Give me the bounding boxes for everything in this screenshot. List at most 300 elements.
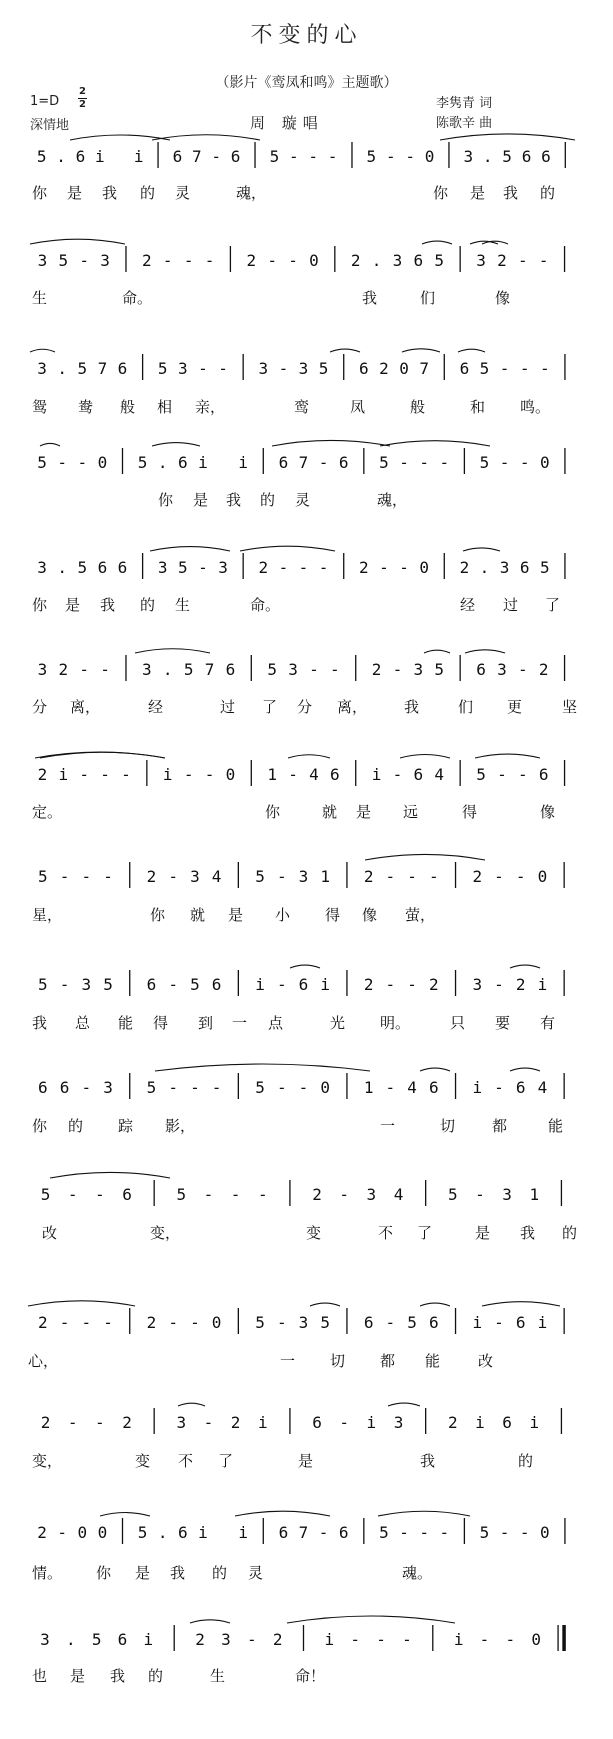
note: i: [537, 975, 548, 994]
slur-arc: [482, 1302, 560, 1306]
note: 0: [309, 251, 319, 270]
note: 5: [479, 359, 490, 378]
note: 3: [497, 660, 507, 679]
note: -: [246, 1630, 257, 1649]
slur-arc: [30, 239, 125, 244]
note: -: [385, 147, 396, 166]
note: -: [392, 660, 403, 679]
note: i: [198, 453, 208, 472]
note: -: [121, 765, 131, 784]
note: 5: [178, 558, 188, 577]
note: 5: [434, 660, 445, 679]
note: -: [497, 765, 507, 784]
note: -: [168, 975, 179, 994]
lyric-syllable: 萤，: [405, 906, 436, 924]
note: i: [58, 765, 69, 784]
note: 6: [117, 1630, 128, 1649]
note: -: [499, 1523, 510, 1542]
lyric-syllable: 是: [475, 1224, 491, 1242]
note: -: [479, 1630, 490, 1649]
note: 3: [157, 558, 168, 577]
note: 2: [246, 251, 257, 270]
note: 6: [330, 765, 340, 784]
slur-arc: [463, 548, 500, 551]
note: 3: [463, 147, 474, 166]
slur-arc: [272, 440, 390, 446]
note: -: [103, 1313, 113, 1332]
note: 6: [225, 660, 236, 679]
note: 5: [40, 1185, 51, 1204]
lyric-syllable: 你: [158, 491, 174, 509]
note: 5: [183, 660, 194, 679]
note: 2: [38, 1313, 48, 1332]
slur-arc: [100, 1513, 150, 1517]
lyric-syllable: 也: [32, 1667, 48, 1685]
note: 3: [393, 1413, 404, 1432]
lyric-syllable: 的: [260, 491, 276, 509]
note: 6: [278, 453, 289, 472]
lyric-syllable: 是: [356, 803, 372, 821]
lyric-syllable: 能: [425, 1352, 441, 1370]
note: 6: [359, 359, 369, 378]
note: 5: [37, 453, 47, 472]
lyric-syllable: 像: [540, 803, 556, 821]
note: 3: [499, 558, 510, 577]
lyric-syllable: 我: [404, 698, 420, 716]
note: 5: [366, 147, 377, 166]
lyric-syllable: 魂，: [377, 491, 408, 509]
note: 0: [537, 867, 548, 886]
note: 4: [309, 765, 319, 784]
lyric-syllable: 分: [297, 698, 313, 716]
note: -: [81, 1078, 92, 1097]
note: -: [79, 251, 90, 270]
key-signature: 1=D: [30, 94, 60, 109]
note: 5: [77, 558, 88, 577]
lyric-syllable: 不: [178, 1452, 194, 1470]
note: .: [57, 558, 67, 577]
slur-arc: [388, 1403, 420, 1406]
song-title: 不变的心: [250, 23, 363, 48]
note: -: [276, 867, 287, 886]
note: -: [379, 558, 389, 577]
note: -: [519, 359, 530, 378]
lyric-syllable: 你: [32, 596, 48, 614]
note: 3: [366, 1185, 377, 1204]
note: 6: [75, 147, 86, 166]
note: 2: [472, 867, 483, 886]
slur-arc: [190, 1620, 230, 1623]
lyric-syllable: 改: [42, 1224, 58, 1242]
note: 3: [142, 660, 152, 679]
note: 5: [137, 453, 148, 472]
lyric-syllable: 了: [218, 1452, 234, 1470]
lyric-syllable: 了: [545, 596, 561, 614]
lyric-syllable: 你: [265, 803, 281, 821]
note: 0: [540, 453, 550, 472]
lyric-syllable: 的: [68, 1117, 84, 1135]
note: 3: [37, 660, 48, 679]
lyric-syllable: 像: [362, 906, 378, 924]
note: -: [339, 1185, 350, 1204]
slur-arc: [424, 650, 450, 653]
note: 7: [419, 359, 429, 378]
note: -: [385, 1313, 396, 1332]
note: 2: [538, 660, 549, 679]
note: 5: [255, 867, 265, 886]
note: -: [79, 660, 90, 679]
lyric-syllable: 变，: [150, 1224, 181, 1242]
note: -: [190, 1078, 200, 1097]
slur-arc: [155, 1064, 370, 1071]
lyric-syllable: 像: [495, 289, 511, 307]
lyric-syllable: 魂，: [236, 184, 267, 202]
lyric-syllable: 变，: [32, 1452, 63, 1470]
note: 5: [255, 1078, 265, 1097]
lyric-syllable: 分: [32, 698, 48, 716]
note: -: [103, 867, 113, 886]
note: i: [366, 1413, 377, 1432]
note: 4: [393, 1185, 404, 1204]
lyric-syllable: 生: [32, 289, 48, 307]
lyric-syllable: 了: [417, 1224, 433, 1242]
note: 4: [211, 867, 222, 886]
note: 2: [379, 359, 389, 378]
lyric-syllable: 们: [458, 698, 474, 716]
note: 2: [142, 251, 152, 270]
lyric-syllable: 魂。: [402, 1564, 433, 1582]
lyric-syllable: 我: [520, 1224, 536, 1242]
note: -: [419, 1523, 429, 1542]
note: i: [472, 1078, 483, 1097]
note: i: [257, 1413, 268, 1432]
note: 1: [267, 765, 277, 784]
note: -: [67, 1413, 78, 1432]
slur-arc: [458, 349, 485, 352]
note: i: [529, 1413, 540, 1432]
note: -: [407, 975, 417, 994]
lyric-syllable: 是: [470, 184, 486, 202]
slur-arc: [290, 965, 320, 968]
note: -: [439, 1523, 450, 1542]
note: 6: [338, 453, 349, 472]
note: 6: [428, 1313, 439, 1332]
note: 2: [459, 558, 470, 577]
note: 2: [146, 867, 157, 886]
note: 6: [502, 1413, 512, 1432]
slur-arc: [510, 1068, 540, 1071]
note: 3: [37, 558, 47, 577]
note: 5: [448, 1185, 458, 1204]
note: 0: [419, 558, 429, 577]
slur-arc: [440, 134, 575, 140]
lyric-syllable: 我: [100, 596, 116, 614]
note: -: [59, 867, 70, 886]
note: 0: [424, 147, 435, 166]
note: -: [475, 1185, 485, 1204]
note: 5: [255, 1313, 265, 1332]
note: -: [168, 1313, 179, 1332]
note: 7: [298, 1523, 309, 1542]
time-signature-top: 2: [79, 86, 86, 97]
note: 4: [407, 1078, 417, 1097]
note: i: [198, 1523, 208, 1542]
lyric-syllable: 切: [440, 1117, 456, 1135]
note: -: [517, 660, 528, 679]
note: i: [453, 1630, 464, 1649]
note: -: [190, 1313, 200, 1332]
note: 1: [529, 1185, 540, 1204]
note: i: [95, 147, 105, 166]
lyric-syllable: 的: [140, 596, 156, 614]
note: 2: [122, 1413, 132, 1432]
time-signature-bottom: 2: [79, 99, 86, 110]
note: -: [439, 453, 450, 472]
note: -: [405, 147, 415, 166]
note: 3: [413, 660, 424, 679]
note: 3: [176, 1413, 187, 1432]
lyric-syllable: 到: [198, 1014, 214, 1032]
note: 6: [521, 147, 532, 166]
note: -: [211, 147, 222, 166]
note: 2: [230, 1413, 241, 1432]
note: -: [211, 1078, 222, 1097]
lyric-syllable: 踪: [118, 1117, 134, 1135]
lyric-syllable: 一: [232, 1014, 248, 1032]
note: -: [540, 359, 550, 378]
note: 6: [338, 1523, 349, 1542]
lyric-syllable: 都: [492, 1117, 508, 1135]
lyric-syllable: 凤: [350, 398, 366, 416]
note: 2: [363, 975, 374, 994]
note: 5: [38, 975, 48, 994]
note: -: [399, 453, 409, 472]
lyric-syllable: 灵: [175, 184, 191, 202]
note: i: [238, 453, 248, 472]
lyric-syllable: 是: [65, 596, 81, 614]
note: 6: [278, 1523, 289, 1542]
note: 6: [230, 147, 241, 166]
note: 6: [122, 1185, 132, 1204]
note: -: [519, 453, 530, 472]
note: -: [218, 359, 228, 378]
note: 5: [434, 251, 445, 270]
lyric-syllable: 你: [32, 1117, 48, 1135]
note: -: [327, 147, 338, 166]
lyric-syllable: 的: [540, 184, 556, 202]
note: -: [494, 975, 504, 994]
note: 5: [479, 453, 490, 472]
note: 6: [211, 975, 222, 994]
note: -: [100, 660, 110, 679]
lyric-syllable: 我: [32, 1014, 48, 1032]
note: 6: [538, 765, 549, 784]
note: -: [77, 453, 88, 472]
note: 5: [103, 975, 113, 994]
lyric-syllable: 就: [190, 906, 206, 924]
lyric-syllable: 是: [228, 906, 244, 924]
lyric-syllable: 一: [280, 1352, 296, 1370]
lyric-syllable: 得: [462, 803, 478, 821]
slur-arc: [152, 443, 200, 446]
note: -: [95, 1413, 105, 1432]
note: 5: [540, 558, 550, 577]
note: -: [57, 1523, 67, 1542]
lyric-syllable: 生: [175, 596, 191, 614]
lyric-syllable: 鸾: [294, 398, 310, 416]
note: -: [257, 1185, 268, 1204]
note: -: [298, 1078, 309, 1097]
note: -: [318, 558, 329, 577]
lyric-syllable: 改: [478, 1352, 494, 1370]
note: 3: [37, 359, 47, 378]
note: 7: [97, 359, 108, 378]
slur-arc: [28, 1301, 135, 1306]
note: 3: [37, 251, 48, 270]
lyric-syllable: 更: [507, 698, 523, 716]
lyric-syllable: 的: [148, 1667, 164, 1685]
note: 0: [320, 1078, 331, 1097]
note: .: [482, 147, 493, 166]
lyric-syllable: 定。: [32, 803, 63, 821]
lyric-syllable: 是: [135, 1564, 151, 1582]
note: 5: [91, 1630, 102, 1649]
slur-arc: [465, 650, 505, 653]
lyric-syllable: 般: [410, 398, 426, 416]
note: .: [157, 453, 168, 472]
lyricist-credit: 李隽青 词: [436, 96, 493, 111]
note: 7: [192, 147, 202, 166]
note: 3: [258, 359, 269, 378]
lyric-syllable: 要: [495, 1014, 511, 1032]
singer-credit: 周 璇唱: [250, 114, 324, 132]
note: i: [143, 1630, 154, 1649]
note: -: [399, 558, 409, 577]
note: -: [505, 1630, 516, 1649]
note: -: [494, 1313, 504, 1332]
note: 6: [519, 558, 530, 577]
note: -: [81, 1313, 92, 1332]
note: -: [517, 765, 528, 784]
lyric-syllable: 心，: [28, 1352, 59, 1370]
note: -: [399, 1523, 409, 1542]
note: 5: [379, 1523, 389, 1542]
lyric-syllable: 只: [450, 1014, 466, 1032]
note: -: [276, 1313, 287, 1332]
note: 3: [103, 1078, 113, 1097]
lyric-syllable: 你: [150, 906, 166, 924]
note: -: [288, 147, 299, 166]
note: 5: [58, 251, 69, 270]
lyric-syllable: 是: [298, 1452, 314, 1470]
note: -: [517, 251, 528, 270]
slur-arc: [40, 752, 165, 758]
lyric-syllable: 有: [540, 1014, 556, 1032]
lyric-syllable: 坚: [562, 698, 578, 716]
lyric-syllable: 命。: [250, 596, 281, 614]
lyric-syllable: 变: [135, 1452, 151, 1470]
note: 1: [363, 1078, 374, 1097]
note: .: [65, 1630, 76, 1649]
note: 0: [540, 1523, 550, 1542]
note: i: [320, 975, 331, 994]
note: -: [267, 251, 277, 270]
lyric-syllable: 能: [118, 1014, 134, 1032]
note: -: [350, 1630, 361, 1649]
note: 6: [146, 975, 157, 994]
lyric-syllable: 就: [322, 803, 338, 821]
lyric-syllable: 的: [518, 1452, 534, 1470]
note: 6: [38, 1078, 48, 1097]
note: -: [203, 1185, 214, 1204]
slur-arc: [135, 649, 210, 653]
slur-arc: [40, 443, 60, 446]
lyric-syllable: 鸯: [78, 398, 94, 416]
note: 3: [81, 975, 92, 994]
lyric-syllable: 切: [330, 1352, 346, 1370]
note: .: [56, 147, 66, 166]
note: -: [81, 867, 92, 886]
note: 3: [472, 975, 483, 994]
note: 3: [178, 359, 188, 378]
note: .: [371, 251, 382, 270]
note: 6: [428, 1078, 439, 1097]
slur-arc: [380, 441, 490, 446]
note: 0: [225, 765, 236, 784]
note: 3: [298, 867, 309, 886]
note: -: [100, 765, 110, 784]
slur-arc: [422, 241, 452, 244]
note: -: [230, 1185, 241, 1204]
lyric-syllable: 亲，: [195, 398, 226, 416]
note: 2: [428, 975, 439, 994]
note: -: [278, 359, 289, 378]
note: 0: [399, 359, 409, 378]
note: 6: [476, 660, 486, 679]
slur-arc: [30, 349, 55, 352]
note: 2: [497, 251, 507, 270]
note: 6: [515, 1313, 526, 1332]
note: 5: [146, 1078, 157, 1097]
note: 2: [195, 1630, 205, 1649]
note: -: [168, 867, 179, 886]
note: 5: [38, 867, 48, 886]
lyric-syllable: 经: [148, 698, 164, 716]
slur-arc: [178, 1403, 205, 1406]
lyric-syllable: 的: [562, 1224, 578, 1242]
lyric-syllable: 变: [306, 1224, 322, 1242]
lyric-syllable: 鸳: [32, 398, 48, 416]
note: -: [330, 660, 340, 679]
lyric-syllable: 是: [67, 184, 83, 202]
lyric-syllable: 命。: [122, 289, 153, 307]
note: -: [318, 453, 329, 472]
note: 5: [176, 1185, 187, 1204]
lyric-syllable: 过: [503, 596, 519, 614]
note: .: [479, 558, 490, 577]
note: 0: [97, 453, 108, 472]
note: 2: [37, 765, 48, 784]
slur-arc: [330, 349, 360, 352]
slur-arc: [402, 349, 440, 352]
note: 5: [36, 147, 47, 166]
note: i: [162, 765, 173, 784]
note: -: [419, 453, 429, 472]
note: 6: [515, 1078, 526, 1097]
slur-arc: [400, 755, 450, 759]
note: 2: [312, 1185, 322, 1204]
lyric-syllable: 我: [170, 1564, 186, 1582]
